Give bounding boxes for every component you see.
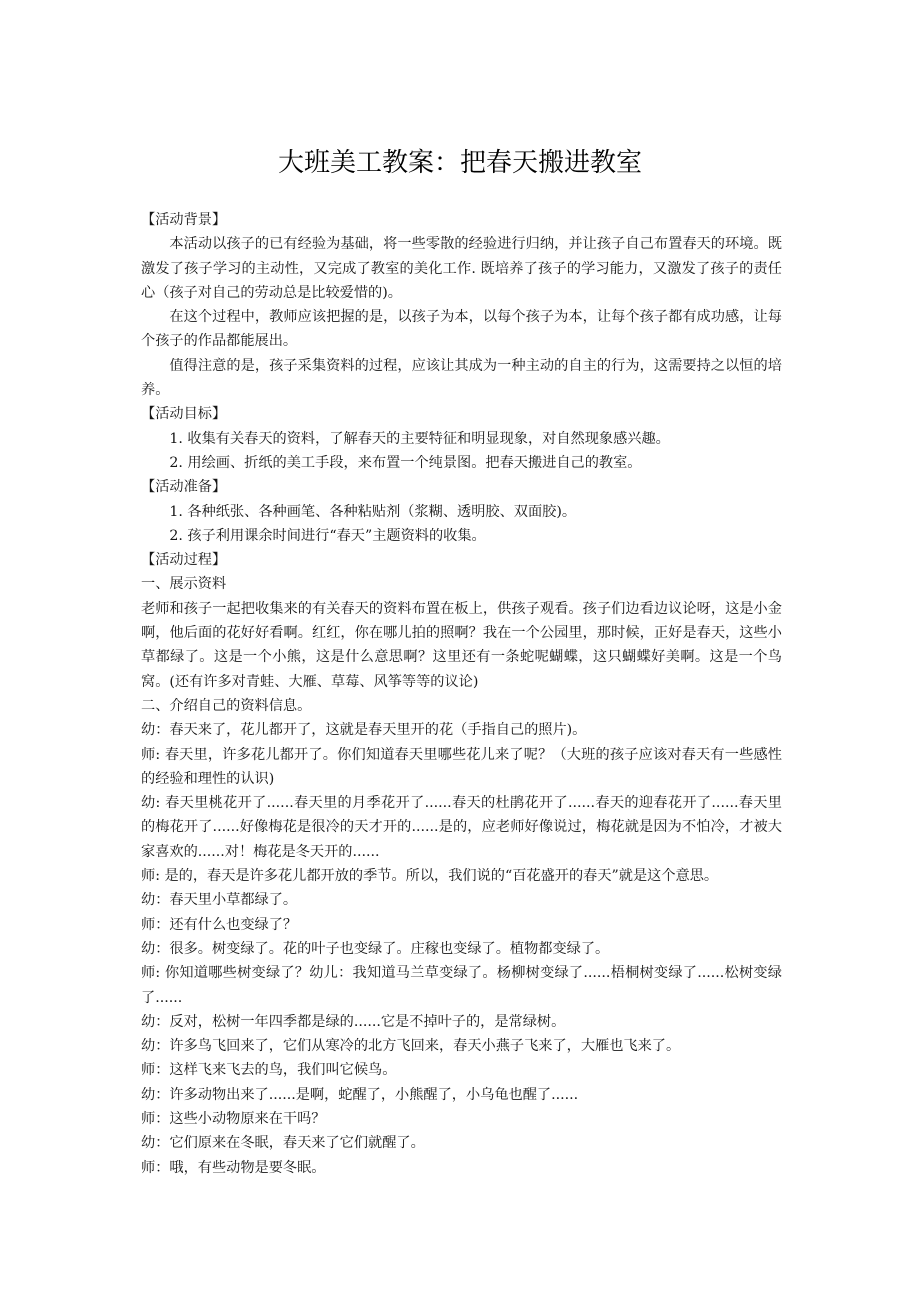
- body-line: 幼：许多鸟飞回来了，它们从寒冷的北方飞回来，春天小燕子飞来了，大雁也飞来了。: [141, 1038, 681, 1055]
- body-line: 一、展示资料: [141, 576, 227, 593]
- body-line: 幼: 春天里桃花开了......春天里的月季花开了......春天的杜鹃花开了......春天的迎春花开了......春天里的梅花开了......好像梅花是很冷的天才开的......是的，应老师好像说过，梅花就是因为不怕冷，才被大家喜欢的......对！梅花是冬天开的......: [141, 795, 782, 860]
- page-title: 大班美工教案：把春天搬进教室: [277, 148, 642, 178]
- body-paragraph: 在这个过程中，教师应该把握的是，以孩子为本，以每个孩子为本，让每个孩子都有成功感，让每个孩子的作品都能展出。: [141, 309, 782, 350]
- body-line: 幼：它们原来在冬眠，春天来了它们就醒了。: [141, 1135, 425, 1152]
- body-line: 幼：很多。树变绿了。花的叶子也变绿了。庄稼也变绿了。植物都变绿了。: [141, 940, 610, 957]
- body-line: 幼：春天来了，花儿都开了，这就是春天里开的花（手指自己的照片)。: [141, 722, 587, 739]
- body-paragraph: 值得注意的是，孩子采集资料的过程，应该让其成为一种主动的自主的行为，这需要持之以恒的培养。: [141, 357, 782, 399]
- body-line: 师: 是的，春天是许多花儿都开放的季节。所以，我们说的“百花盛开的春天”就是这个意思。: [141, 868, 719, 885]
- body-paragraph: 2. 用绘画、折纸的美工手段，来布置一个纯景图。把春天搬进自己的教室。: [169, 454, 642, 471]
- section-heading: 【活动目标】: [141, 406, 227, 423]
- body-line: 师：还有什么也变绿了？: [141, 916, 298, 933]
- body-line: 师: 你知道哪些树变绿了？幼儿：我知道马兰草变绿了。杨柳树变绿了......梧桐树变绿了......松树变绿了......: [141, 965, 782, 1006]
- body-line: 二、介绍自己的资料信息。: [141, 697, 312, 714]
- section-heading: 【活动准备】: [141, 479, 227, 496]
- body-line: 师：哦，有些动物是要冬眠。: [141, 1159, 326, 1176]
- body-line: 幼：反对，松树一年四季都是绿的......它是不掉叶子的，是常绿树。: [141, 1013, 566, 1030]
- body-paragraph: 2. 孩子利用课余时间进行“春天”主题资料的收集。: [169, 527, 486, 544]
- body-paragraph: 1. 收集有关春天的资料，了解春天的主要特征和明显现象，对自然现象感兴趣。: [169, 430, 670, 447]
- body-line: 幼：许多动物出来了......是啊，蛇醒了，小熊醒了，小乌龟也醒了......: [141, 1086, 579, 1103]
- body-paragraph: 1. 各种纸张、各种画笔、各种粘贴剂（浆糊、透明胶、双面胶)。: [169, 503, 577, 520]
- body-line: 师：这些小动物原来在干吗？: [141, 1110, 326, 1127]
- section-heading: 【活动背景】: [141, 212, 227, 228]
- body-line: 师: 春天里，许多花儿都开了。你们知道春天里哪些花儿来了呢？（大班的孩子应该对春天有一些感性的经验和理性的认识): [141, 746, 782, 787]
- document-body: [141, 208, 782, 1180]
- section-heading: 【活动过程】: [141, 552, 227, 569]
- body-line: 幼：春天里小草都绿了。: [141, 892, 298, 909]
- body-line: 师：这样飞来飞去的鸟，我们叫它候鸟。: [141, 1062, 397, 1079]
- body-paragraph: 本活动以孩子的已有经验为基础，将一些零散的经验进行归纳，并让孩子自己布置春天的环境。既激发了孩子学习的主动性，又完成了教室的美化工作. 既培养了孩子的学习能力，又激发了孩子的责任心（孩子对自己的劳动总是比较爱惜的)。: [141, 236, 782, 301]
- body-line: 老师和孩子一起把收集来的有关春天的资料布置在板上，供孩子观看。孩子们边看边议论呀，这是小金啊，他后面的花好好看啊。红红，你在哪儿拍的照啊？我在一个公园里，那时候，正好是春天，这些小草都绿了。这是一个小熊，这是什么意思啊？这里还有一条蛇呢蝴蝶，这只蝴蝶好美啊。这是一个鸟窝。(还有许多对青蛙、大雁、草莓、风筝等等的议论): [141, 600, 782, 690]
